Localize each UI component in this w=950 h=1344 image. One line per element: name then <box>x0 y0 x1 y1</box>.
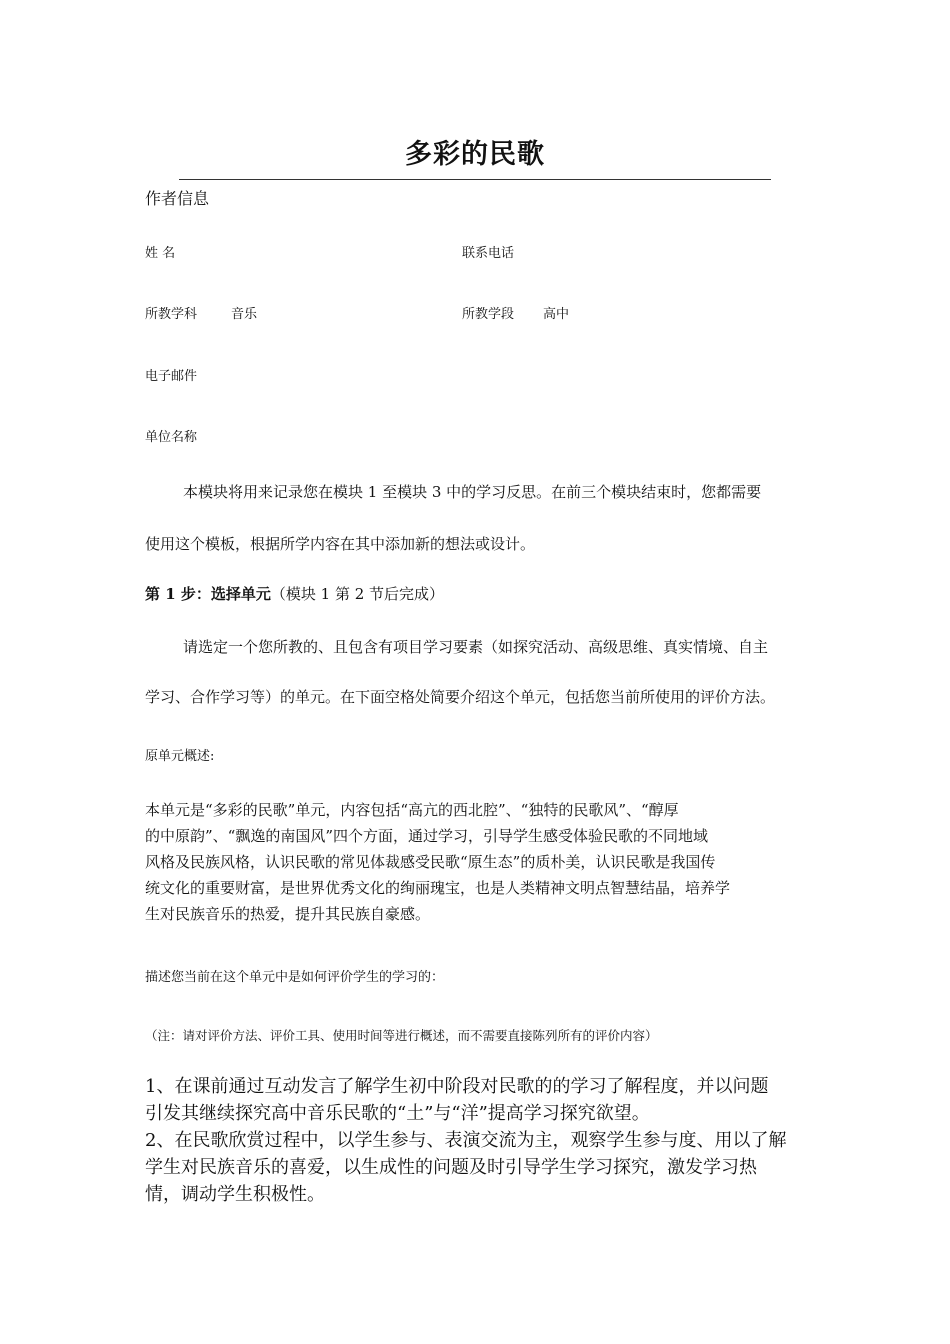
intro-line-1: 本模块将用来记录您在模块 1 至模块 3 中的学习反思。在前三个模块结束时，您都需要 <box>183 483 762 501</box>
document-title: 多彩的民歌 <box>405 139 545 170</box>
title-rule <box>179 179 771 180</box>
overview-text <box>145 797 795 927</box>
step1-label: 第 1 步：选择单元 <box>145 585 271 603</box>
overview-line: 生对民族音乐的热爱，提升其民族自豪感。 <box>145 905 431 923</box>
instruction-line-2: 学习、合作学习等）的单元。在下面空格处简要介绍这个单元，包括您当前所使用的评价方法。 <box>145 688 776 706</box>
assessment-text <box>145 1073 795 1208</box>
author-info-heading: 作者信息 <box>145 189 210 208</box>
assessment-label: 描述您当前在这个单元中是如何评价学生的学习的： <box>145 970 445 985</box>
instruction-line-1: 请选定一个您所教的、且包含有项目学习要素（如探究活动、高级思维、真实情境、自主 <box>183 638 769 656</box>
assessment-line: 2、在民歌欣赏过程中，以学生参与、表演交流为主，观察学生参与度、用以了解 <box>145 1130 787 1151</box>
step1-heading <box>145 583 444 604</box>
assessment-line: 学生对民族音乐的喜爱，以生成性的问题及时引导学生学习探究，激发学习热 <box>145 1157 757 1178</box>
assessment-line: 引发其继续探究高中音乐民歌的“土”与“洋”提高学习探究欲望。 <box>145 1103 650 1124</box>
assessment-line: 情，调动学生积极性。 <box>145 1184 325 1205</box>
level-label: 所教学段 <box>462 307 515 322</box>
assessment-note: （注：请对评价方法、评价工具、使用时间等进行概述，而不需要直接陈列所有的评价内容） <box>145 1028 658 1043</box>
level-value: 高中 <box>543 307 570 322</box>
subject-label: 所教学科 <box>145 307 198 322</box>
overview-label: 原单元概述: <box>145 749 215 764</box>
overview-line: 统文化的重要财富，是世界优秀文化的绚丽瑰宝，也是人类精神文明点智慧结晶，培养学 <box>145 879 731 897</box>
name-label: 姓 名 <box>145 246 176 261</box>
overview-line: 风格及民族风格，认识民歌的常见体裁感受民歌“原生态”的质朴美，认识民歌是我国传 <box>145 853 716 871</box>
phone-label: 联系电话 <box>462 246 515 261</box>
org-label: 单位名称 <box>145 430 198 445</box>
assessment-line: 1、在课前通过互动发言了解学生初中阶段对民歌的的学习了解程度，并以问题 <box>145 1076 769 1097</box>
overview-line: 本单元是“多彩的民歌”单元，内容包括“高亢的西北腔”、“独特的民歌风”、“醇厚 <box>145 801 679 819</box>
intro-line-2: 使用这个模板，根据所学内容在其中添加新的想法或设计。 <box>145 535 536 553</box>
subject-value: 音乐 <box>231 307 258 322</box>
email-label: 电子邮件 <box>145 369 198 384</box>
step1-note: （模块 1 第 2 节后完成） <box>270 585 445 603</box>
overview-line: 的中原韵”、“飘逸的南国风”四个方面，通过学习，引导学生感受体验民歌的不同地域 <box>145 827 709 845</box>
